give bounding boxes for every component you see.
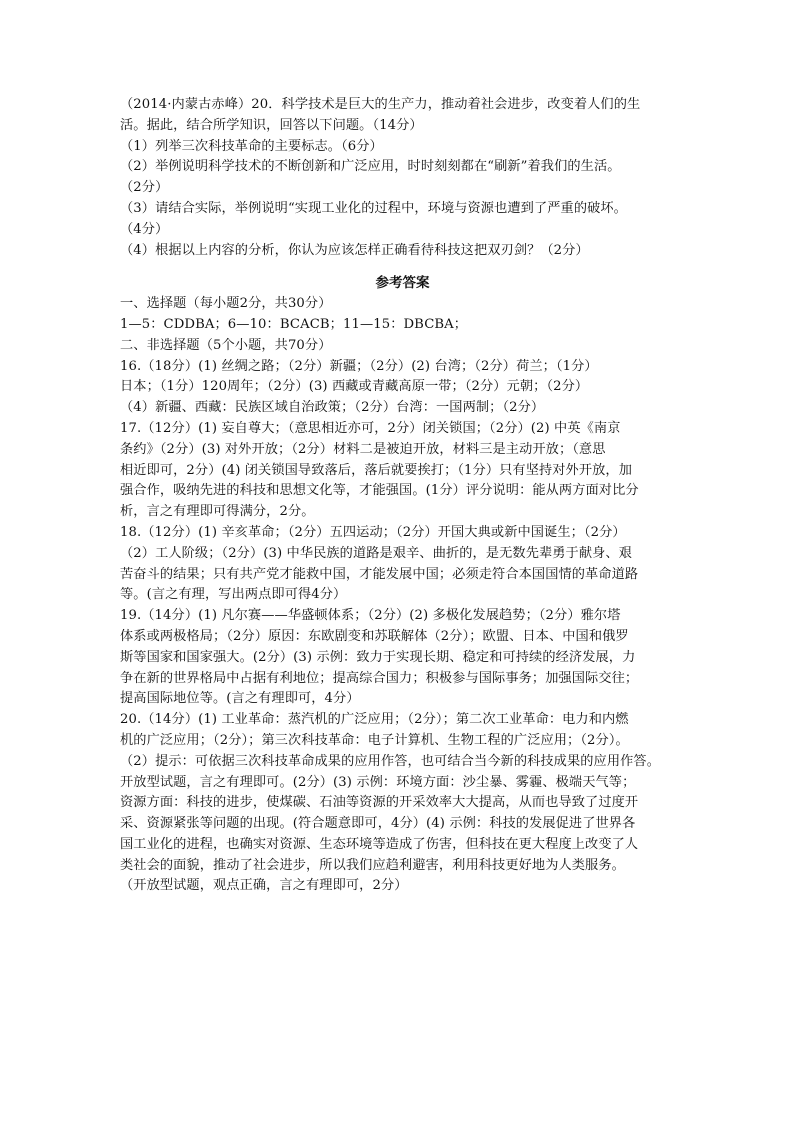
answer-text-line: 资源方面：科技的进步，使煤碳、石油等资源的开采效率大大提高，从而也导致了过度开 [120,795,639,811]
answer-text-line: 斯等国家和国家强大。(2分）(3) 示例：致力于实现长期、稳定和可持续的经济发展，力 [120,649,636,665]
answer-key-title: 参考答案 [375,275,430,292]
answer-text-line: 一、选择题（每小题2分，共30分） [120,296,332,312]
question-text-line: （1）列举三次科技革命的主要标志。（6分） [120,138,383,154]
answer-text-line: 争在新的世界格局中占据有利地位；提高综合国力；积极参与国际事务；加强国际交往； [120,670,639,686]
question-text-line: （2）举例说明科学技术的不断创新和广泛应用，时时刻刻都在“刷新”着我们的生活。 [120,159,621,175]
answer-text-line: 18.（12分）(1) 辛亥革命；（2分）五四运动；（2分）开国大典或新中国诞生；（2分） [120,524,626,540]
answer-text-line: 17.（12分）(1) 妄自尊大；（意思相近亦可，2分）闭关锁国；（2分）(2) 中英《南京 [120,420,621,436]
answer-text-line: （4）新疆、西藏：民族区域自治政策；（2分）台湾：一国两制；（2分） [120,400,545,416]
question-text-line: （2014·内蒙古赤峰）20．科学技术是巨大的生产力，推动着社会进步，改变着人们的生 [120,97,641,112]
answer-text-line: 类社会的面貌，推动了社会进步，所以我们应趋利避害，利用科技更好地为人类服务。 [120,857,625,873]
answer-text-line: 强合作，吸纳先进的科技和思想文化等，才能强国。(1分）评分说明：能从两方面对比分 [120,483,639,499]
answer-text-line: 相近即可，2分）(4) 闭关锁国导致落后，落后就要挨打；（1分）只有坚持对外开放，加 [120,462,632,478]
answer-text-line: 1—5：CDDBA；6—10：BCACB；11—15：DBCBA； [120,316,468,332]
answer-text-line: 条约》（2分）(3) 对外开放；（2分）材料二是被迫开放，材料三是主动开放；（意思 [120,441,606,457]
answer-text-line: （2）提示：可依据三次科技革命成果的应用作答，也可结合当今新的科技成果的应用作答。 [120,753,660,769]
answer-text-line: （开放型试题，观点正确，言之有理即可，2分） [120,878,408,894]
document-page [120,95,685,897]
answer-text-line: 20.（14分）(1) 工业革命：蒸汽机的广泛应用；（2分）；第二次工业革命：电力和内燃 [120,712,629,728]
question-text-line: 活。据此，结合所学知识，回答以下问题。（14分） [120,117,423,133]
question-block [120,95,685,261]
answer-text-line: 采、资源紧张等问题的出现。(符合题意即可，4分）(4) 示例：科技的发展促进了世界各 [120,816,636,832]
answer-text-line: 二、非选择题（5个小题，共70分） [120,337,332,353]
answer-text-line: 体系或两极格局；（2分）原因：东欧剧变和苏联解体（2分）；欧盟、日本、中国和俄罗 [120,628,629,644]
answer-text-line: 析，言之有理即可得满分，2分。 [120,504,315,520]
answer-text-line: 等。(言之有理，写出两点即可得4分） [120,587,347,603]
answer-text-line: 机的广泛应用；（2分）；第三次科技革命：电子计算机、生物工程的广泛应用；（2分）。 [120,732,629,748]
answer-text-line: 16.（18分）(1) 丝绸之路；（2分）新疆；（2分）(2) 台湾；（2分）荷兰；（1分） [120,358,598,374]
question-text-line: （4）根据以上内容的分析，你认为应该怎样正确看待科技这把双刃剑？（2分） [120,242,589,258]
question-text-line: （4分） [120,221,169,237]
answer-text-line: 国工业化的进程，也确实对资源、生态环境等造成了伤害，但科技在更大程度上改变了人 [120,836,639,852]
question-text-line: （3）请结合实际，举例说明“实现工业化的过程中，环境与资源也遭到了严重的破坏。 [120,200,627,216]
answer-text-line: （2）工人阶级；（2分）(3) 中华民族的道路是艰辛、曲折的，是无数先辈勇于献身、艰 [120,545,632,561]
question-text-line: （2分） [120,180,169,196]
answer-text-line: 提高国际地位等。(言之有理即可，4分） [120,691,360,707]
answer-text-line: 苦奋斗的结果；只有共产党才能救中国，才能发展中国；必须走符合本国国情的革命道路 [120,566,639,582]
answer-text-line: 日本；（1分）120周年；（2分）(3) 西藏或青藏高原一带；（2分）元朝；（2分） [120,379,589,395]
answer-block [120,294,685,897]
answer-text-line: 19.（14分）(1) 凡尔赛——华盛顿体系；（2分）(2) 多极化发展趋势；（2分）雅尔塔 [120,608,621,624]
answer-text-line: 开放型试题，言之有理即可。(2分）(3) 示例：环境方面：沙尘暴、雾霾、极端天气等； [120,774,636,790]
